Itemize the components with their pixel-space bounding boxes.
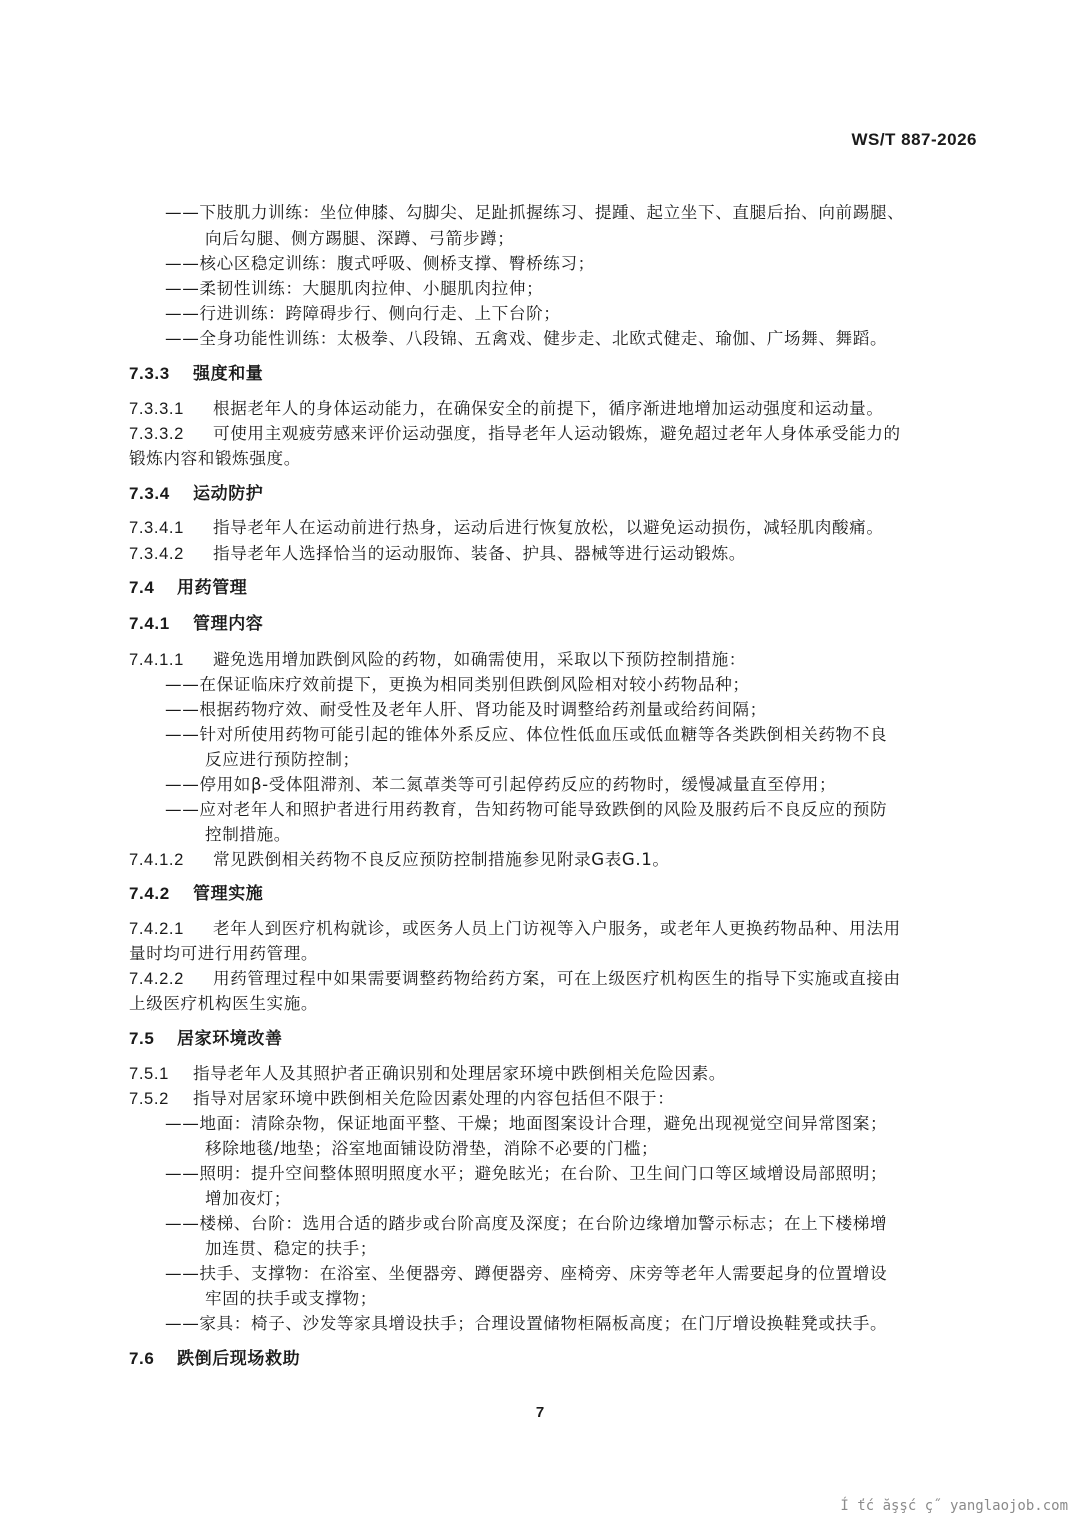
- list-item: ——在保证临床疗效前提下，更换为相同类别但跌倒风险相对较小药物品种；: [165, 675, 750, 694]
- clause-number: 7.3.3.2: [129, 424, 184, 443]
- list-item: ——根据药物疗效、耐受性及老年人肝、肾功能及时调整给药剂量或给药间隔；: [165, 700, 767, 719]
- list-item-floor: ——地面：清除杂物，保证地面平整、干燥；地面图案设计合理，避免出现视觉空间异常图案；: [165, 1114, 888, 1133]
- section-title: 运动防护: [193, 484, 264, 504]
- list-item-handrails: ——扶手、支撑物：在浴室、坐便器旁、蹲便器旁、座椅旁、床旁等老年人需要起身的位置增设: [165, 1264, 888, 1283]
- clause-text: 指导对居家环境中跌倒相关危险因素处理的内容包括但不限于：: [193, 1089, 675, 1108]
- section-heading-7-5: [129, 1028, 283, 1050]
- clause-7-3-4-2: [129, 543, 746, 565]
- section-title: 强度和量: [193, 364, 264, 384]
- section-heading-7-4: [129, 577, 247, 599]
- list-item-lighting-cont: 增加夜灯；: [205, 1189, 291, 1208]
- clause-text: 常见跌倒相关药物不良反应预防控制措施参见附录G表G.1。: [213, 850, 670, 869]
- list-item-stairs: ——楼梯、台阶：选用合适的踏步或台阶高度及深度；在台阶边缘增加警示标志；在上下楼梯增: [165, 1214, 888, 1233]
- section-heading-7-4-2: [129, 883, 263, 905]
- list-item: ——针对所使用药物可能引起的锥体外系反应、体位性低血压或低血糖等各类跌倒相关药物不良: [165, 725, 888, 744]
- list-item-furniture: ——家具：椅子、沙发等家具增设扶手；合理设置储物柜隔板高度；在门厅增设换鞋凳或扶手。: [165, 1314, 888, 1333]
- clause-number: 7.5.2: [129, 1089, 169, 1108]
- list-item-cont: 控制措施。: [205, 825, 291, 844]
- clause-text: 用药管理过程中如果需要调整药物给药方案，可在上级医疗机构医生的指导下实施或直接由: [213, 969, 901, 988]
- list-item-cont: 反应进行预防控制；: [205, 750, 360, 769]
- list-item-lower-limb-cont: 向后勾腿、侧方踢腿、深蹲、弓箭步蹲；: [205, 229, 515, 248]
- section-title: 管理实施: [193, 884, 264, 904]
- clause-text: 老年人到医疗机构就诊，或医务人员上门访视等入户服务，或老年人更换药物品种、用法用: [213, 919, 901, 938]
- section-heading-7-3-3: [129, 363, 263, 385]
- clause-7-3-3-2: [129, 423, 901, 445]
- clause-7-4-2-2: [129, 968, 901, 990]
- section-number: 7.5: [129, 1029, 155, 1048]
- section-number: 7.4: [129, 578, 155, 597]
- section-number: 7.4.2: [129, 884, 170, 903]
- section-heading-7-3-4: [129, 483, 263, 505]
- clause-text: 指导老年人选择恰当的运动服饰、装备、护具、器械等进行运动锻炼。: [213, 544, 747, 563]
- list-item-stairs-cont: 加连贯、稳定的扶手；: [205, 1239, 377, 1258]
- clause-7-4-1-1: [129, 649, 746, 671]
- clause-continuation: 锻炼内容和锻炼强度。: [129, 449, 301, 468]
- clause-text: 可使用主观疲劳感来评价运动强度，指导老年人运动锻炼，避免超过老年人身体承受能力的: [213, 424, 901, 443]
- section-number: 7.6: [129, 1349, 155, 1368]
- list-item: ——停用如β-受体阻滞剂、苯二氮䓬类等可引起停药反应的药物时，缓慢减量直至停用；: [165, 775, 837, 794]
- clause-number: 7.4.1.2: [129, 850, 184, 869]
- list-item: ——应对老年人和照护者进行用药教育，告知药物可能导致跌倒的风险及服药后不良反应的预防: [165, 800, 888, 819]
- clause-number: 7.4.1.1: [129, 650, 184, 669]
- clause-text: 指导老年人及其照护者正确识别和处理居家环境中跌倒相关危险因素。: [193, 1064, 727, 1083]
- section-number: 7.4.1: [129, 614, 170, 633]
- clause-text: 指导老年人在运动前进行热身，运动后进行恢复放松，以避免运动损伤，减轻肌肉酸痛。: [213, 518, 884, 537]
- list-item-walking: ——行进训练：跨障碍步行、侧向行走、上下台阶；: [165, 304, 561, 323]
- section-number: 7.3.3: [129, 364, 170, 383]
- clause-7-4-1-2: [129, 849, 670, 871]
- clause-continuation: 量时均可进行用药管理。: [129, 944, 319, 963]
- clause-7-3-4-1: [129, 517, 884, 539]
- list-item-lower-limb: ——下肢肌力训练：坐位伸膝、勾脚尖、足趾抓握练习、提踵、起立坐下、直腿后抬、向前踢腿、: [165, 203, 905, 222]
- clause-continuation: 上级医疗机构医生实施。: [129, 994, 319, 1013]
- list-item-lighting: ——照明：提升空间整体照明照度水平；避免眩光；在台阶、卫生间门口等区域增设局部照明；: [165, 1164, 888, 1183]
- list-item-full-body: ——全身功能性训练：太极拳、八段锦、五禽戏、健步走、北欧式健走、瑜伽、广场舞、舞蹈。: [165, 329, 888, 348]
- section-number: 7.3.4: [129, 484, 170, 503]
- page-number: 7: [535, 1404, 545, 1421]
- clause-text: 避免选用增加跌倒风险的药物，如确需使用，采取以下预防控制措施：: [213, 650, 747, 669]
- clause-number: 7.4.2.2: [129, 969, 184, 988]
- watermark-text: Í ťć ăşşć ç˝ yanglaojob.com: [840, 1498, 1068, 1514]
- clause-7-3-3-1: [129, 398, 884, 420]
- section-title: 管理内容: [193, 614, 264, 634]
- clause-7-4-2-1: [129, 918, 901, 940]
- clause-7-5-2: [129, 1088, 674, 1110]
- clause-number: 7.3.4.1: [129, 518, 184, 537]
- clause-7-5-1: [129, 1063, 726, 1085]
- section-title: 居家环境改善: [177, 1029, 283, 1049]
- clause-number: 7.4.2.1: [129, 919, 184, 938]
- standard-code: WS/T 887-2026: [851, 130, 977, 149]
- section-heading-7-6: [129, 1348, 300, 1370]
- list-item-handrails-cont: 牢固的扶手或支撑物；: [205, 1289, 377, 1308]
- section-heading-7-4-1: [129, 613, 263, 635]
- clause-number: 7.3.4.2: [129, 544, 184, 563]
- list-item-core: ——核心区稳定训练：腹式呼吸、侧桥支撑、臀桥练习；: [165, 254, 595, 273]
- section-title: 跌倒后现场救助: [177, 1349, 301, 1369]
- clause-text: 根据老年人的身体运动能力，在确保安全的前提下，循序渐进地增加运动强度和运动量。: [213, 399, 884, 418]
- list-item-floor-cont: 移除地毯/地垫；浴室地面铺设防滑垫，消除不必要的门槛；: [205, 1139, 659, 1158]
- section-title: 用药管理: [177, 578, 248, 598]
- list-item-flexibility: ——柔韧性训练：大腿肌肉拉伸、小腿肌肉拉伸；: [165, 279, 544, 298]
- clause-number: 7.3.3.1: [129, 399, 184, 418]
- clause-number: 7.5.1: [129, 1064, 169, 1083]
